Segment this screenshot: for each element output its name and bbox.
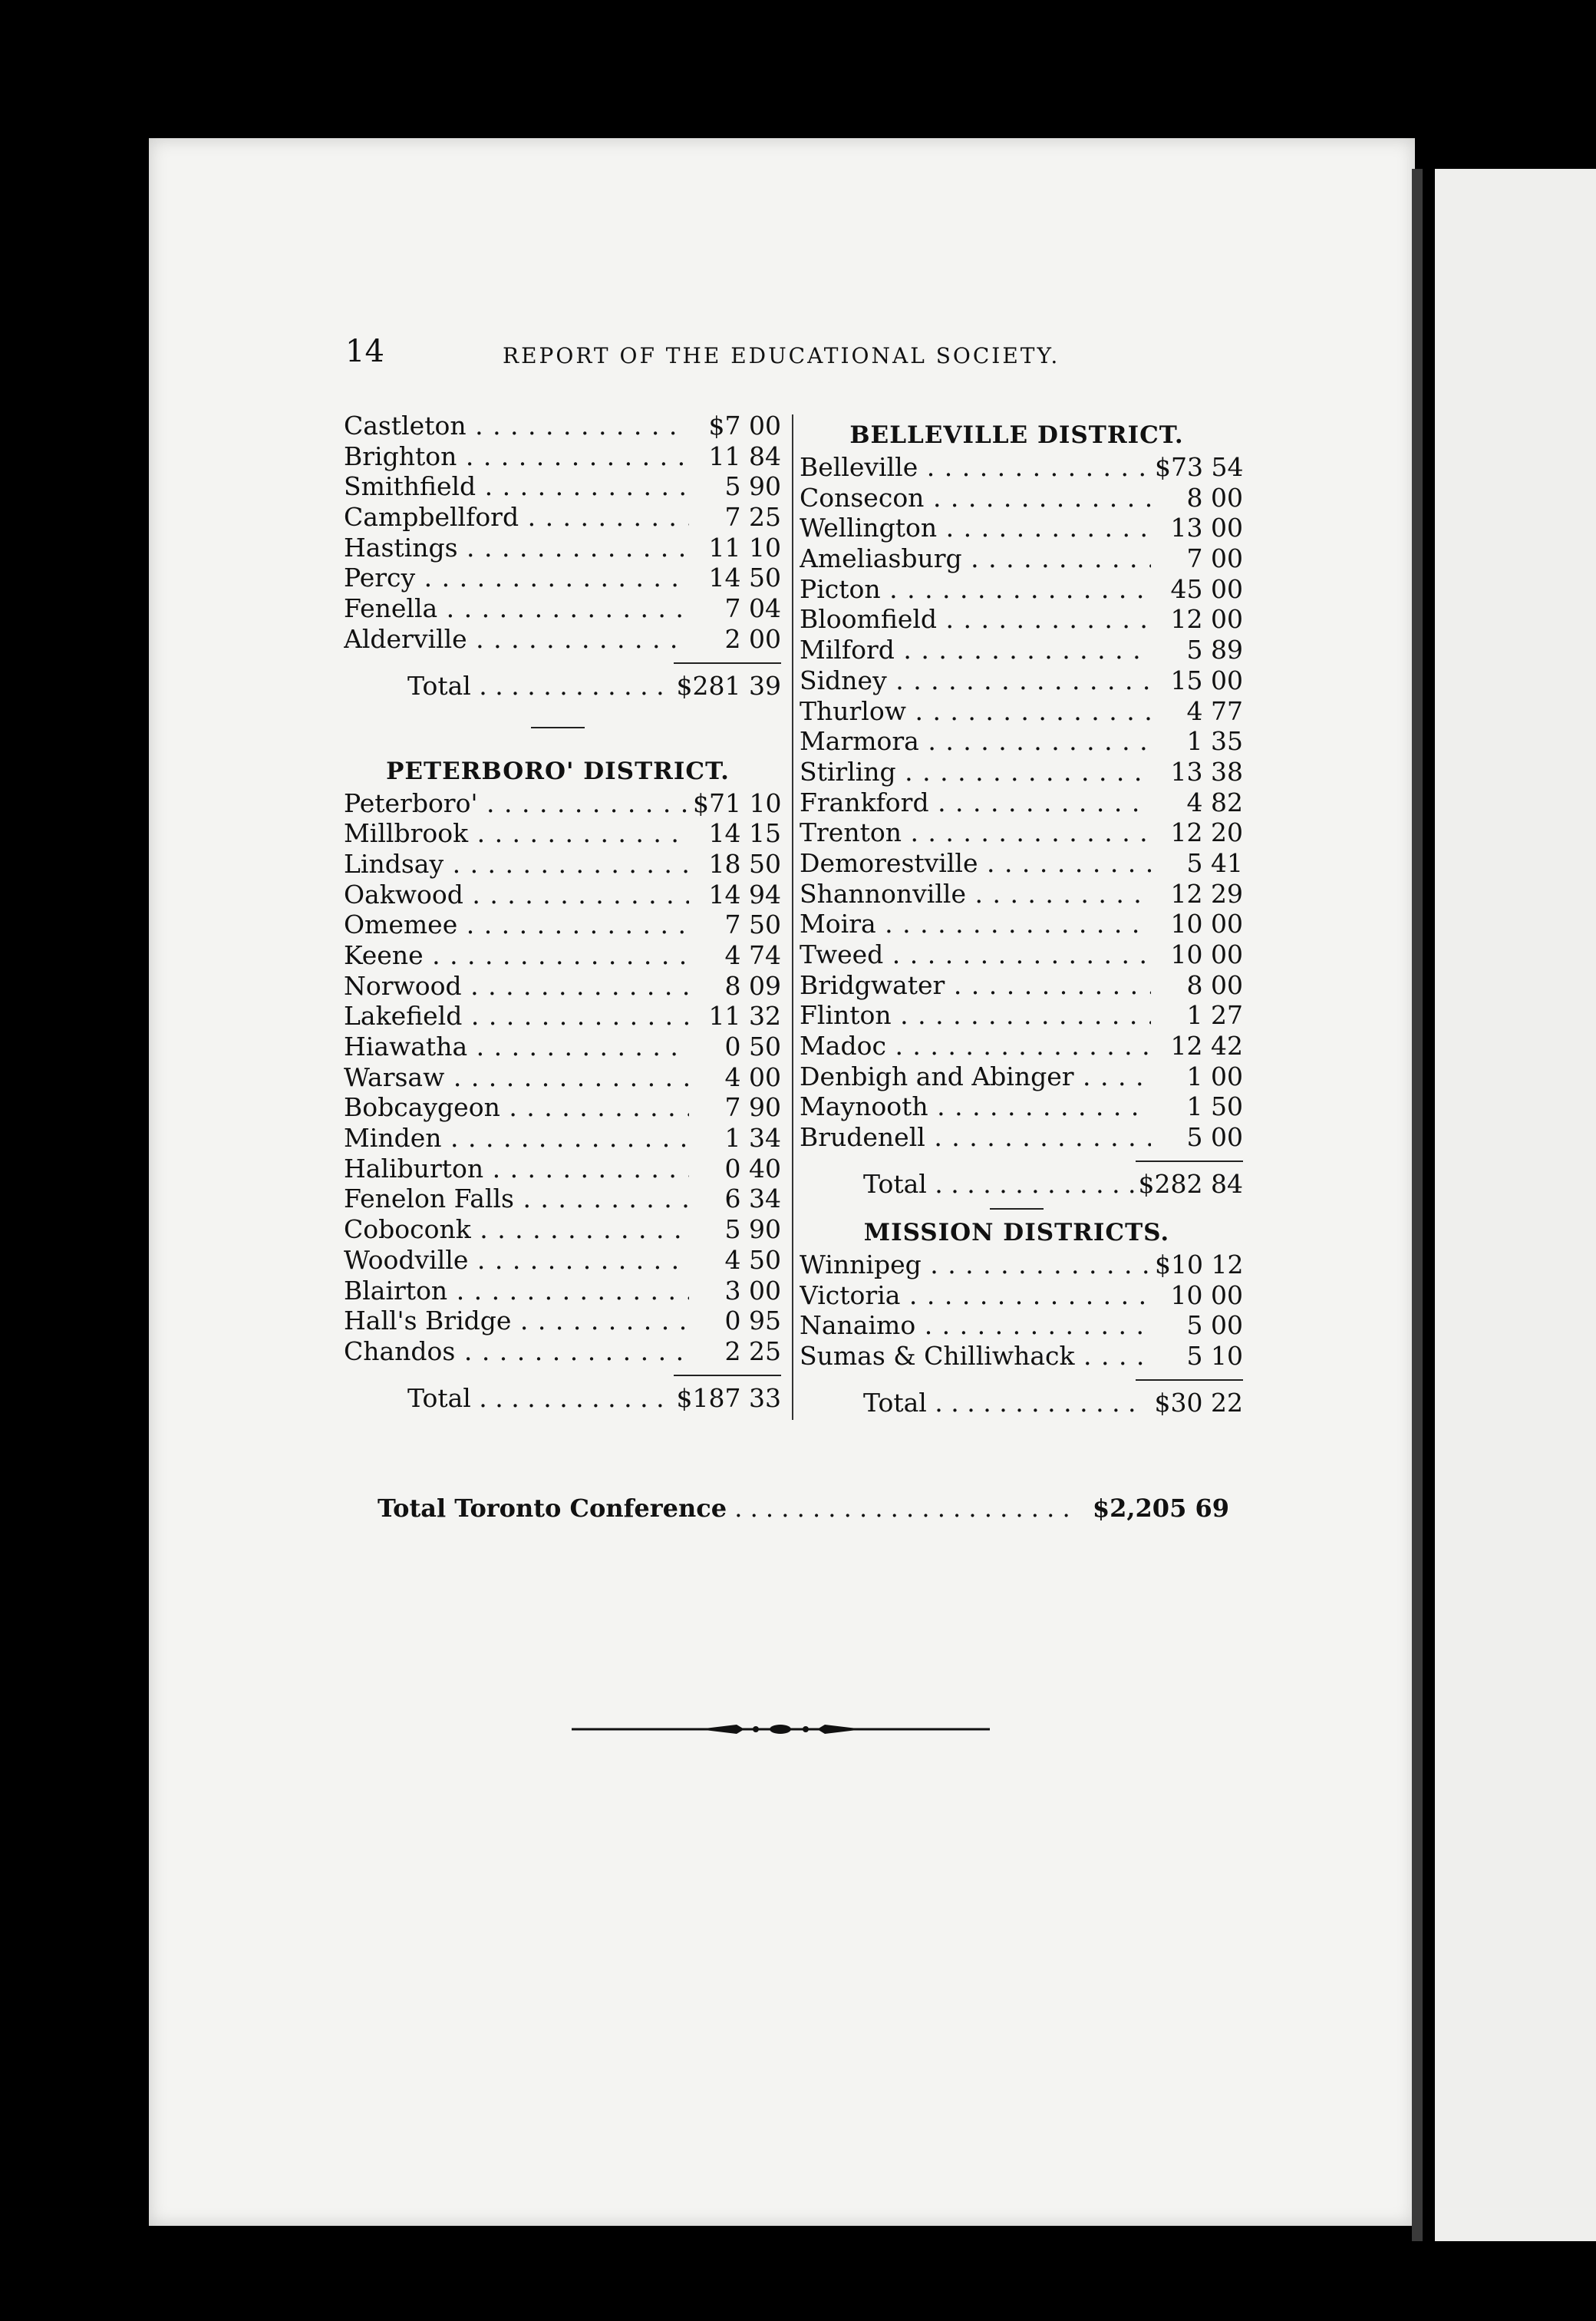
list-item (335, 880, 781, 910)
list-item (335, 1214, 781, 1245)
circuit-name: Coboconk . . . (344, 1214, 689, 1245)
circuit-name: Frankford . . . (800, 787, 1151, 818)
circuit-name: Blairton . . . (344, 1276, 689, 1306)
circuit-name: Minden . . . (344, 1123, 689, 1154)
list-item (335, 563, 781, 593)
circuit-amount: 1 35 (1155, 726, 1243, 757)
circuit-amount: 11 10 (693, 533, 781, 563)
circuit-name: Shannonville . . . (800, 879, 1151, 910)
circuit-amount: 10 00 (1155, 939, 1243, 970)
circuit-amount: $73 54 (1155, 452, 1244, 482)
circuit-name: Keene . . . (344, 940, 689, 971)
district-title: PETERBORO' DISTRICT. (386, 757, 730, 785)
district-title: MISSION DISTRICTS. (863, 1218, 1170, 1246)
circuit-amount: 15 00 (1155, 665, 1243, 696)
sum-rule (335, 1367, 781, 1382)
circuit-amount: 7 25 (693, 502, 781, 533)
district-title: BELLEVILLE DISTRICT. (849, 421, 1184, 449)
page-number: 14 (345, 334, 384, 369)
circuit-name: Haliburton . . . (344, 1154, 689, 1184)
circuit-amount: 5 90 (693, 471, 781, 502)
list-item (790, 879, 1243, 910)
circuit-amount: $10 12 (1155, 1249, 1244, 1279)
list-item (335, 1276, 781, 1306)
grand-total-label: Total Toronto Conference . . . (378, 1491, 1068, 1526)
section-divider (990, 1208, 1044, 1210)
circuit-amount: 2 25 (693, 1336, 781, 1367)
list-item (790, 726, 1243, 757)
circuit-name: Trenton . . . (800, 817, 1151, 848)
sum-rule (790, 1153, 1243, 1168)
list-item (335, 1092, 781, 1123)
circuit-name: Demorestville . . . (800, 848, 1151, 879)
circuit-amount: 6 34 (693, 1184, 781, 1214)
circuit-amount: 0 50 (693, 1032, 781, 1062)
circuit-amount: 45 00 (1155, 574, 1243, 605)
circuit-amount: 5 89 (1155, 635, 1243, 665)
circuit-name: Chandos . . . (344, 1336, 689, 1367)
total-label: Total . . . (863, 1168, 1151, 1200)
list-item (790, 848, 1243, 879)
circuit-name: Marmora . . . (800, 726, 1151, 757)
circuit-amount: 8 00 (1155, 483, 1243, 513)
list-item (790, 1310, 1243, 1341)
right-column (790, 418, 1243, 1419)
belleville-list (790, 452, 1243, 1153)
circuit-amount: 10 00 (1155, 1280, 1243, 1311)
list-item (335, 818, 781, 849)
circuit-name: Sidney . . . (800, 665, 1151, 696)
total-amount: $282 84 (1136, 1168, 1243, 1200)
list-item (790, 513, 1243, 543)
circuit-name: Campbellford . . . (344, 502, 689, 533)
circuit-name: Tweed . . . (800, 939, 1151, 970)
circuit-amount: 12 29 (1155, 879, 1243, 910)
circuit-amount: 7 50 (693, 910, 781, 940)
circuit-name: Omemee . . . (344, 910, 689, 940)
list-item (335, 849, 781, 880)
circuit-name: Stirling . . . (800, 757, 1151, 787)
mission-list (790, 1250, 1243, 1372)
circuit-amount: 0 40 (693, 1154, 781, 1184)
list-item (790, 574, 1243, 605)
circuit-amount: 5 00 (1155, 1122, 1243, 1153)
total-amount: $281 39 (674, 670, 781, 702)
list-item (790, 1031, 1243, 1061)
circuit-amount: $71 10 (693, 787, 782, 818)
circuit-amount: 18 50 (693, 849, 781, 880)
left-column (335, 411, 781, 1415)
circuit-amount: 0 95 (693, 1306, 781, 1336)
circuit-name: Hiawatha . . . (344, 1032, 689, 1062)
circuit-amount: 5 90 (693, 1214, 781, 1245)
circuit-name: Hastings . . . (344, 533, 689, 563)
circuit-amount: 1 00 (1155, 1061, 1243, 1092)
peterboro-list (335, 788, 781, 1367)
list-item (335, 502, 781, 533)
circuit-name: Castleton . . . (344, 411, 689, 441)
page-edge-shadow (1412, 169, 1423, 2241)
list-item (335, 533, 781, 563)
ornament-rule-icon (572, 1718, 990, 1741)
circuit-name: Denbigh and Abinger . . . (800, 1061, 1151, 1092)
list-item (335, 1245, 781, 1276)
circuit-name: Fenelon Falls . . . (344, 1184, 689, 1214)
circuit-name: Picton . . . (800, 574, 1151, 605)
total-label: Total . . . (407, 1382, 689, 1415)
circuit-amount: 8 09 (693, 971, 781, 1002)
circuit-name: Hall's Bridge . . . (344, 1306, 689, 1336)
circuit-name: Percy . . . (344, 563, 689, 593)
circuit-amount: 12 20 (1155, 817, 1243, 848)
list-item (790, 939, 1243, 970)
circuit-name: Madoc . . . (800, 1031, 1151, 1061)
circuit-amount: 3 00 (693, 1276, 781, 1306)
list-item (335, 910, 781, 940)
circuit-amount: 4 74 (693, 940, 781, 971)
circuit-amount: 4 77 (1155, 696, 1243, 727)
circuit-amount: 4 82 (1155, 787, 1243, 818)
circuit-amount: 1 27 (1155, 1000, 1243, 1031)
circuit-name: Oakwood . . . (344, 880, 689, 910)
cobourg-list (335, 411, 781, 655)
list-item (335, 1001, 781, 1032)
circuit-amount: $7 00 (693, 411, 781, 441)
circuit-name: Lindsay . . . (344, 849, 689, 880)
list-item (790, 757, 1243, 787)
list-item (335, 441, 781, 472)
circuit-name: Belleville . . . (800, 452, 1151, 483)
circuit-name: Victoria . . . (800, 1280, 1151, 1311)
circuit-amount: 14 50 (693, 563, 781, 593)
list-item (335, 788, 781, 819)
list-item (790, 1122, 1243, 1153)
circuit-amount: 11 32 (693, 1001, 781, 1032)
circuit-amount: 7 90 (693, 1092, 781, 1123)
circuit-amount: 10 00 (1155, 909, 1243, 939)
list-item (790, 1091, 1243, 1122)
circuit-name: Thurlow . . . (800, 696, 1151, 727)
circuit-name: Fenella . . . (344, 593, 689, 624)
circuit-amount: 14 94 (693, 880, 781, 910)
list-item (335, 411, 781, 441)
circuit-amount: 4 00 (693, 1062, 781, 1093)
circuit-amount: 5 41 (1155, 848, 1243, 879)
adjacent-page (1435, 169, 1596, 2241)
circuit-name: Peterboro' . . . (344, 788, 689, 819)
district-total (790, 1387, 1243, 1419)
list-item (790, 1000, 1243, 1031)
list-item (790, 817, 1243, 848)
list-item (335, 1306, 781, 1336)
circuit-amount: 1 50 (1155, 1091, 1243, 1122)
list-item (335, 1032, 781, 1062)
circuit-amount: 5 00 (1155, 1310, 1243, 1341)
circuit-amount: 11 84 (693, 441, 781, 472)
circuit-name: Bobcaygeon . . . (344, 1092, 689, 1123)
circuit-name: Bridgwater . . . (800, 970, 1151, 1001)
circuit-amount: 12 42 (1155, 1031, 1243, 1061)
list-item (790, 1280, 1243, 1311)
list-item (335, 1336, 781, 1367)
circuit-amount: 2 00 (693, 624, 781, 655)
circuit-name: Bloomfield . . . (800, 604, 1151, 635)
circuit-name: Alderville . . . (344, 624, 689, 655)
circuit-name: Consecon . . . (800, 483, 1151, 513)
total-label: Total . . . (407, 670, 689, 702)
list-item (790, 665, 1243, 696)
circuit-amount: 13 38 (1155, 757, 1243, 787)
circuit-name: Milford . . . (800, 635, 1151, 665)
sum-rule (335, 655, 781, 670)
circuit-name: Moira . . . (800, 909, 1151, 939)
circuit-name: Warsaw . . . (344, 1062, 689, 1093)
district-total (335, 670, 781, 702)
running-title: REPORT OF THE EDUCATIONAL SOCIETY. (503, 343, 1060, 368)
list-item (790, 635, 1243, 665)
circuit-name: Sumas & Chilliwhack . . . (800, 1341, 1151, 1372)
list-item (790, 970, 1243, 1001)
circuit-name: Millbrook . . . (344, 818, 689, 849)
circuit-name: Maynooth . . . (800, 1091, 1151, 1122)
list-item (790, 452, 1243, 483)
circuit-name: Flinton . . . (800, 1000, 1151, 1031)
page-header (345, 334, 1274, 380)
circuit-name: Winnipeg . . . (800, 1250, 1151, 1280)
list-item (335, 1123, 781, 1154)
total-label: Total . . . (863, 1387, 1151, 1419)
section-divider (531, 727, 585, 728)
sum-rule (790, 1372, 1243, 1387)
list-item (335, 940, 781, 971)
circuit-name: Brudenell . . . (800, 1122, 1151, 1153)
circuit-amount: 1 34 (693, 1123, 781, 1154)
district-total (790, 1168, 1243, 1200)
total-amount: $30 22 (1136, 1387, 1243, 1419)
circuit-name: Woodville . . . (344, 1245, 689, 1276)
circuit-amount: 8 00 (1155, 970, 1243, 1001)
district-total (335, 1382, 781, 1415)
list-item (790, 696, 1243, 727)
circuit-amount: 4 50 (693, 1245, 781, 1276)
list-item (790, 483, 1243, 513)
grand-total-amount: $2,205 69 (1068, 1491, 1229, 1526)
list-item (335, 593, 781, 624)
circuit-name: Smithfield . . . (344, 471, 689, 502)
list-item (335, 1184, 781, 1214)
list-item (790, 1250, 1243, 1280)
circuit-amount: 14 15 (693, 818, 781, 849)
list-item (790, 909, 1243, 939)
circuit-name: Lakefield . . . (344, 1001, 689, 1032)
total-amount: $187 33 (674, 1382, 781, 1415)
circuit-name: Norwood . . . (344, 971, 689, 1002)
grand-total (378, 1491, 1229, 1526)
circuit-name: Brighton . . . (344, 441, 689, 472)
circuit-name: Ameliasburg . . . (800, 543, 1151, 574)
circuit-amount: 13 00 (1155, 513, 1243, 543)
list-item (335, 471, 781, 502)
circuit-amount: 5 10 (1155, 1341, 1243, 1372)
list-item (790, 787, 1243, 818)
list-item (335, 1154, 781, 1184)
circuit-name: Wellington . . . (800, 513, 1151, 543)
list-item (790, 1341, 1243, 1372)
circuit-amount: 7 00 (1155, 543, 1243, 574)
list-item (790, 604, 1243, 635)
list-item (335, 624, 781, 655)
list-item (790, 543, 1243, 574)
circuit-name: Nanaimo . . . (800, 1310, 1151, 1341)
circuit-amount: 7 04 (693, 593, 781, 624)
list-item (790, 1061, 1243, 1092)
circuit-amount: 12 00 (1155, 604, 1243, 635)
list-item (335, 1062, 781, 1093)
list-item (335, 971, 781, 1002)
